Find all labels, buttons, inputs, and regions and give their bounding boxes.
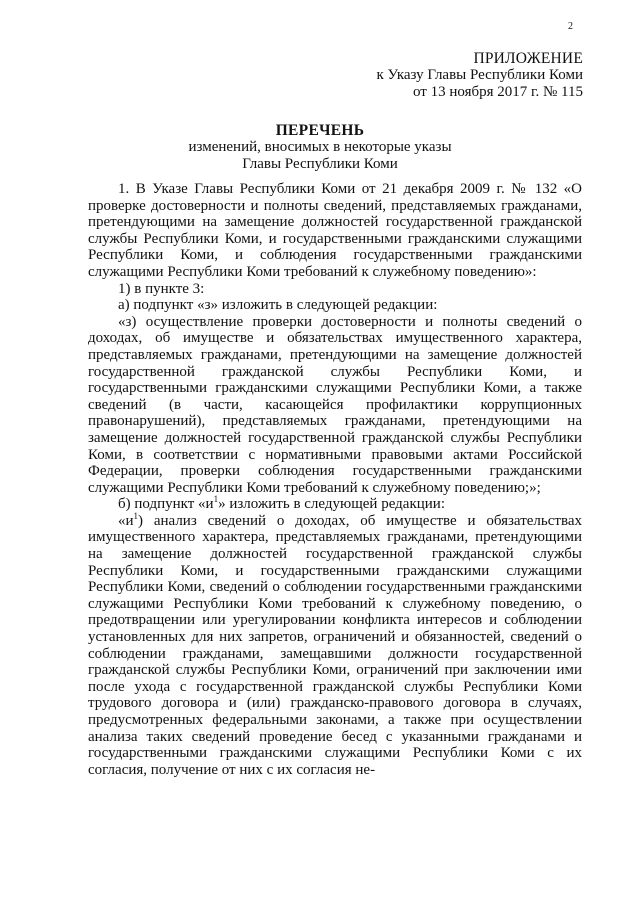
appendix-title: ПРИЛОЖЕНИЕ [473,50,583,67]
appendix-decree-line: к Указу Главы Республики Коми [376,67,583,83]
document-body [88,181,582,778]
paragraph-6-start: «и [118,512,134,529]
appendix-header [376,50,583,101]
paragraph-5-start: б) подпункт «и [118,496,214,513]
document-heading [0,122,640,173]
paragraph-5 [88,496,582,513]
document-subtitle-line1: изменений, вносимых в некоторые указы [188,139,452,155]
paragraph-5-end: » изложить в следующей редакции: [218,496,445,513]
document-title: ПЕРЕЧЕНЬ [275,122,365,139]
paragraph-5-superscript: 1 [213,494,219,505]
paragraph-1: 1. В Указе Главы Республики Коми от 21 декабря 2009 г. № 132 «О проверке достоверности и полноты сведений, представляемых гражданами, претендующими на замещение должностей государственной гражданской службы Республики Коми, и государственными гражданскими служащими Республики Коми, и соблюдения государственными гражданскими служащими Республики Коми требований к служебному поведению»: [88,181,582,280]
paragraph-3: а) подпункт «з» изложить в следующей редакции: [118,297,438,314]
appendix-date-line: от 13 ноября 2017 г. № 115 [413,84,583,100]
paragraph-4: «з) осуществление проверки достоверности и полноты сведений о доходах, об имуществе и обязательствах имущественного характера, представляемых гражданами, претендующими на замещение должностей государственной гражданской службы Республики Коми, и государственными гражданскими служащими Республики Коми, а также сведений (в части, касающейся профилактики коррупционных правонарушений), представляемых гражданами, претендующими на замещение должностей государственной гражданской службы Республики Коми, в соответствии с нормативными правовыми актами Российской Федерации, проверки соблюдения государственными гражданскими служащими Республики Коми требований к служебному поведению;»; [88,313,582,496]
page-number: 2 [568,21,573,32]
paragraph-2: 1) в пункте 3: [118,280,205,297]
document-subtitle-line2: Главы Республики Коми [242,156,398,172]
paragraph-6 [88,510,582,779]
paragraph-6-superscript: 1 [133,510,139,521]
paragraph-6-text: ) анализ сведений о доходах, об имуществе и обязательствах имущественного характера, представляемых гражданами, претендующими на замещение должностей государственной гражданской службы Республики Коми, и государственными гражданскими служащими Республики Коми, сведений о соблюдении государственными гражданскими служащими Республики Коми требований к служебному поведению, о предотвращении или урегулировании конфликта интересов и соблюдении установленных для них запретов, ограничений и обязанностей, сведений о соблюдении гражданами, замещавшими должности государственной гражданской службы Республики Коми, ограничений при заключении ими после ухода с государственной гражданской службы Республики Коми трудового договора и (или) гражданско-правового договора в случаях, предусмотренных федеральными законами, а также при осуществлении анализа таких сведений проведение бесед с указанными гражданами и государственными гражданскими служащими Республики Коми с их согласия, получение от них с их согласия не- [88,512,582,778]
